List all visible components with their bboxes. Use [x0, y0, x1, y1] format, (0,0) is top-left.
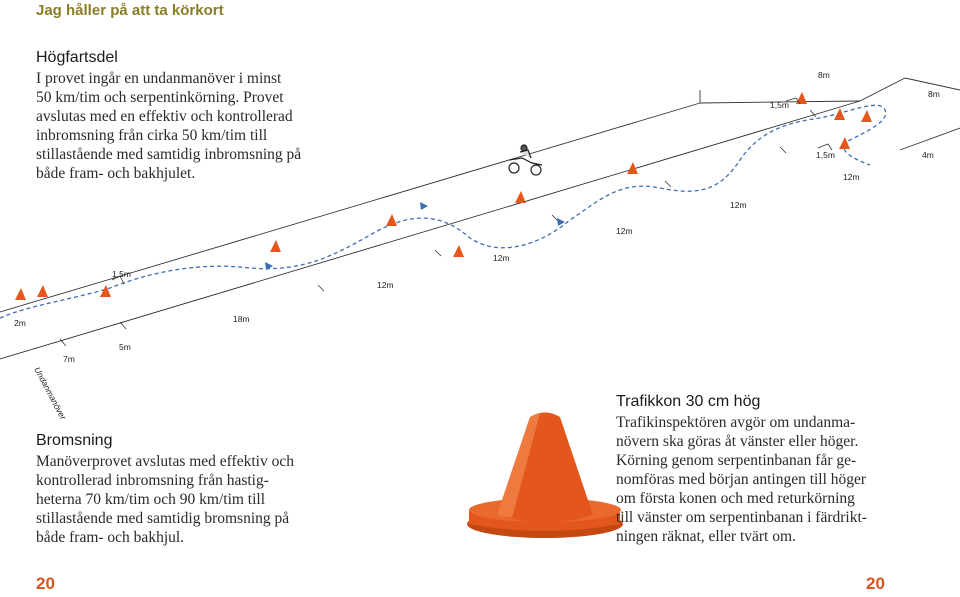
diagram-cone [834, 108, 845, 120]
hogfartsdel-line: stillastående med samtidig inbromsning på [36, 146, 302, 163]
bromsning-title: Bromsning [36, 432, 113, 449]
trafikkon-line: Körning genom serpentinbanan får ge- [616, 452, 857, 469]
bromsning-section [36, 432, 294, 547]
diagram-cone [796, 92, 807, 104]
running-header: Jag håller på att ta körkort [36, 2, 224, 19]
page-number-left: 20 [36, 574, 55, 593]
label-8m: 8m [818, 70, 830, 80]
label-1-5m: 1,5m [770, 100, 789, 110]
trafikkon-line: till vänster om serpentinbanan i färdrikt- [616, 509, 867, 526]
bromsning-body [36, 452, 294, 547]
traffic-cone-illustration [467, 413, 623, 539]
label-4m: 4m [922, 150, 934, 160]
riding-path [0, 105, 886, 318]
trafikkon-line: om första konen och med returkörning [616, 490, 855, 507]
label-5m: 5m [119, 342, 131, 352]
diagram-cone [37, 285, 48, 297]
diagram-cone [386, 214, 397, 226]
hogfartsdel-line: I provet ingår en undanmanöver i minst [36, 70, 282, 87]
diagram-cone [861, 110, 872, 122]
label-1-5m-left: 1,5m [112, 269, 131, 279]
label-12m: 12m [493, 253, 510, 263]
trafikkon-line: növern ska göras åt vänster eller höger. [616, 433, 859, 450]
label-12m: 12m [843, 172, 860, 182]
page-number-right: 20 [866, 574, 885, 593]
hogfartsdel-line: avslutas med en effektiv och kontrollerad [36, 108, 293, 125]
label-7m: 7m [63, 354, 75, 364]
motorcycle-icon [509, 145, 542, 175]
path-arrows [265, 202, 565, 270]
bromsning-line: både fram- och bakhjul. [36, 529, 185, 546]
trafikkon-title: Trafikkon 30 cm hög [616, 393, 761, 410]
label-undanmanover: Undanmanöver [32, 365, 69, 422]
road-lines [0, 78, 960, 359]
label-12m: 12m [730, 200, 747, 210]
trafikkon-line: Trafikinspektören avgör om undanma- [616, 414, 856, 431]
label-18m: 18m [233, 314, 250, 324]
label-2m: 2m [14, 318, 26, 328]
label-12m: 12m [616, 226, 633, 236]
diagram-cone [515, 191, 526, 203]
diagram-cone [453, 245, 464, 257]
bromsning-line: stillastående med samtidig bromsning på [36, 510, 290, 527]
measure-brackets [112, 98, 832, 284]
hogfartsdel-line: inbromsning från cirka 50 km/tim till [36, 127, 268, 144]
trafikkon-line: nomföras med början antingen till höger [616, 471, 867, 488]
bromsning-line: heterna 70 km/tim och 90 km/tim till [36, 491, 266, 508]
label-8m-right: 8m [928, 89, 940, 99]
trafikkon-body [616, 413, 867, 546]
hogfartsdel-line: 50 km/tim och serpentinkörning. Provet [36, 89, 284, 106]
bromsning-line: kontrollerad inbromsning från hastig- [36, 472, 269, 489]
diagram-cone [15, 288, 26, 300]
label-1-5m: 1,5m [816, 150, 835, 160]
diagram-cone [270, 240, 281, 252]
trafikkon-section [616, 393, 867, 546]
diagram-cone [839, 137, 850, 149]
hogfartsdel-line: både fram- och bakhjulet. [36, 165, 196, 182]
label-12m: 12m [377, 280, 394, 290]
hogfartsdel-title: Högfartsdel [36, 49, 118, 66]
bromsning-line: Manöverprovet avslutas med effektiv och [36, 453, 294, 470]
trafikkon-line: ningen räknat, eller tvärt om. [616, 528, 796, 545]
